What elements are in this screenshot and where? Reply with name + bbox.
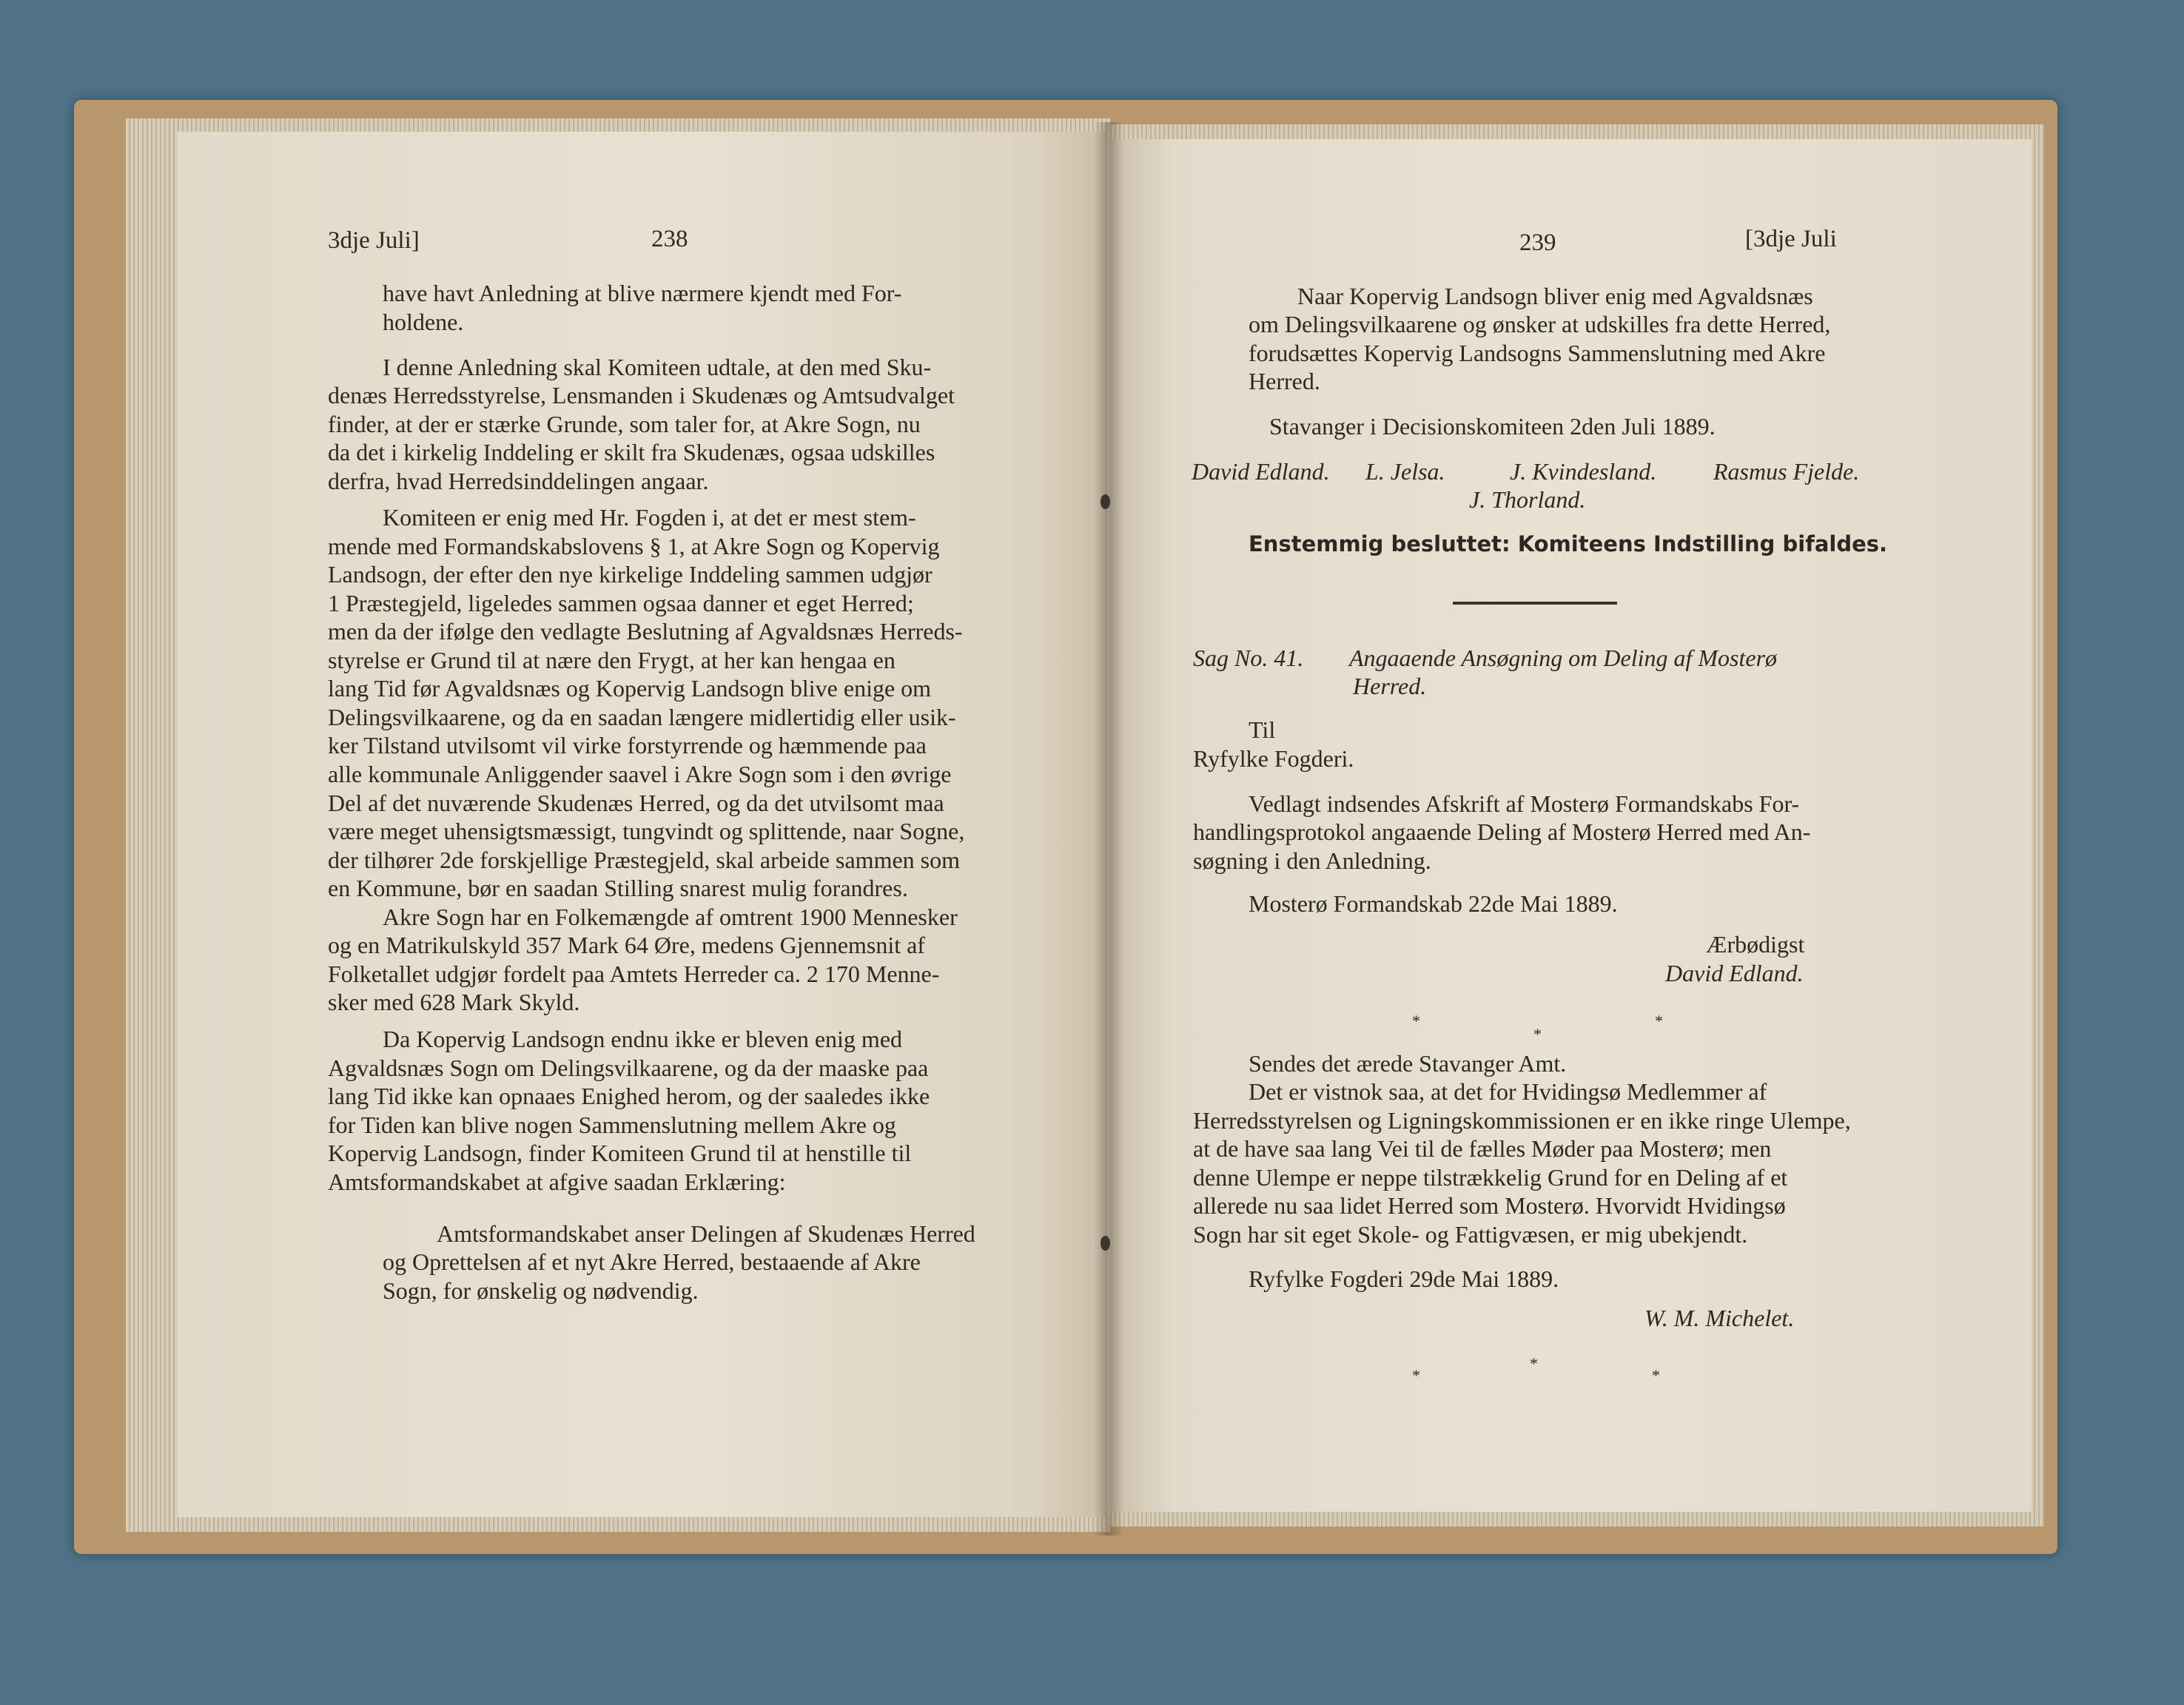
body-line: Det er vistnok saa, at det for Hvidingsø Medlemmer af (1249, 1078, 1767, 1105)
body-line: allerede nu saa lidet Herred som Mosterø. Hvorvidt Hvidingsø (1193, 1192, 1786, 1219)
right-intro-line: om Delingsvilkaarene og ønsker at udskilles fra dette Herred, (1249, 311, 1831, 337)
left-line: Del af det nuværende Skudenæs Herred, og da det utvilsomt maa (328, 790, 944, 816)
left-line: Da Kopervig Landsogn endnu ikke er bleven enig med (383, 1026, 903, 1052)
binding-stitch (1101, 1236, 1110, 1251)
left-line: styrelse er Grund til at nære den Frygt, at her kan hengaa en (328, 647, 896, 673)
left-line: og en Matrikulskyld 357 Mark 64 Øre, medens Gjennemsnit af (328, 932, 925, 958)
left-line: alle kommunale Anliggender saavel i Akre Sogn som i den øvrige (328, 761, 952, 787)
case-title: Angaaende Ansøgning om Deling af Mosterø (1349, 645, 1778, 671)
closing-signature: David Edland. (1665, 960, 1804, 986)
case-label: Sag No. 41. (1193, 645, 1304, 671)
left-line: derfra, hvad Herredsinddelingen angaar. (328, 468, 709, 494)
signature: Rasmus Fjelde. (1713, 458, 1860, 485)
right-page-number: 239 (1519, 229, 1556, 256)
left-line: I denne Anledning skal Komiteen udtale, at den med Sku- (383, 354, 932, 380)
book-gutter (1094, 122, 1123, 1536)
left-quote-line: Sogn, for ønskelig og nødvendig. (383, 1277, 699, 1304)
left-line: Komiteen er enig med Hr. Fogden i, at det er mest stem- (383, 504, 916, 531)
left-line: men da der ifølge den vedlagte Beslutning af Agvaldsnæs Herreds- (328, 618, 963, 645)
left-line: en Kommune, bør en saadan Stilling snarest mulig forandres. (328, 875, 908, 901)
body-line: Sogn har sit eget Skole- og Fattigvæsen, er mig ubekjendt. (1193, 1221, 1748, 1248)
right-page-header-date: [3dje Juli (1745, 226, 1837, 252)
body-place-date: Ryfylke Fogderi 29de Mai 1889. (1249, 1265, 1559, 1292)
left-line: mende med Formandskabslovens § 1, at Akre Sogn og Kopervig (328, 533, 940, 559)
left-line: Kopervig Landsogn, finder Komiteen Grund til at henstille til (328, 1140, 912, 1166)
body-line: Herredsstyrelsen og Ligningskommissionen er en ikke ringe Ulempe, (1193, 1107, 1851, 1134)
body-line: at de have saa lang Vei til de fælles Møder paa Mosterø; men (1193, 1135, 1772, 1162)
asterisk: * (1530, 1354, 1538, 1373)
left-line: holdene. (383, 309, 464, 335)
signature: L. Jelsa. (1365, 458, 1445, 485)
letter-place-date: Mosterø Formandskab 22de Mai 1889. (1249, 890, 1618, 917)
asterisk: * (1412, 1366, 1420, 1385)
left-line: Landsogn, der efter den nye kirkelige Inddeling sammen udgjør (328, 561, 933, 588)
letter-line: Vedlagt indsendes Afskrift af Mosterø Formandskabs For- (1249, 790, 1800, 817)
left-page-header-date: 3dje Juli] (328, 227, 420, 254)
letter-line: søgning i den Anledning. (1193, 847, 1431, 874)
left-line: ker Tilstand utvilsomt vil virke forstyrrende og hæmmende paa (328, 732, 927, 759)
address-line: Til (1249, 716, 1276, 743)
resolution-heading: Enstemmig besluttet: Komiteens Indstilling bifaldes. (1249, 531, 1888, 556)
section-divider (1453, 602, 1617, 605)
letter-line: handlingsprotokol angaaende Deling af Mosterø Herred med An- (1193, 818, 1811, 845)
left-line: Akre Sogn har en Folkemængde af omtrent 1900 Mennesker (383, 904, 958, 930)
left-quote-line: Amtsformandskabet anser Delingen af Skudenæs Herred (437, 1220, 975, 1247)
signature: J. Thorland. (1469, 486, 1586, 513)
binding-stitch (1101, 494, 1110, 509)
left-line: denæs Herredsstyrelse, Lensmanden i Skudenæs og Amtsudvalget (328, 382, 955, 408)
left-line: have havt Anledning at blive nærmere kjendt med For- (383, 280, 902, 306)
left-line: da det i kirkelig Inddeling er skilt fra Skudenæs, ogsaa udskilles (328, 439, 935, 465)
address-line: Ryfylke Fogderi. (1193, 745, 1354, 772)
left-line: Delingsvilkaarene, og da en saadan længere midlertidig eller usik- (328, 704, 956, 730)
asterisk: * (1412, 1012, 1420, 1030)
left-line: være meget uhensigtsmæssigt, tungvindt og splittende, naar Sogne, (328, 818, 965, 844)
right-intro-line: forudsættes Kopervig Landsogns Sammenslutning med Akre (1249, 340, 1826, 366)
left-quote-line: og Oprettelsen af et nyt Akre Herred, bestaaende af Akre (383, 1248, 921, 1275)
case-title: Herred. (1353, 673, 1427, 699)
left-line: lang Tid ikke kan opnaaes Enighed herom, og der saaledes ikke (328, 1083, 930, 1109)
forward-line: Sendes det ærede Stavanger Amt. (1249, 1050, 1567, 1077)
asterisk: * (1655, 1012, 1663, 1030)
left-line: lang Tid før Agvaldsnæs og Kopervig Landsogn blive enige om (328, 675, 932, 702)
left-line: finder, at der er stærke Grunde, som taler for, at Akre Sogn, nu (328, 411, 921, 437)
body-signature: W. M. Michelet. (1644, 1305, 1795, 1331)
closing: Ærbødigst (1706, 931, 1805, 958)
committee-place-date: Stavanger i Decisionskomiteen 2den Juli 1889. (1269, 413, 1716, 440)
asterisk: * (1533, 1025, 1542, 1043)
left-line: Amtsformandskabet at afgive saadan Erklæring: (328, 1168, 786, 1195)
left-page-number: 238 (651, 226, 688, 252)
left-line: sker med 628 Mark Skyld. (328, 989, 580, 1015)
left-line: 1 Præstegjeld, ligeledes sammen ogsaa danner et eget Herred; (328, 590, 914, 616)
left-line: Folketallet udgjør fordelt paa Amtets Herreder ca. 2 170 Menne- (328, 961, 940, 987)
left-line: for Tiden kan blive nogen Sammenslutning mellem Akre og (328, 1112, 896, 1138)
body-line: denne Ulempe er neppe tilstrækkelig Grund for en Deling af et (1193, 1164, 1788, 1191)
left-line: Agvaldsnæs Sogn om Delingsvilkaarene, og da der maaske paa (328, 1055, 929, 1081)
signature: J. Kvindesland. (1510, 458, 1657, 485)
left-line: der tilhører 2de forskjellige Præstegjeld, skal arbeide sammen som (328, 847, 960, 873)
signature: David Edland. (1192, 458, 1330, 485)
asterisk: * (1652, 1366, 1660, 1385)
right-intro-line: Naar Kopervig Landsogn bliver enig med Agvaldsnæs (1297, 283, 1813, 309)
right-intro-line: Herred. (1249, 368, 1320, 394)
